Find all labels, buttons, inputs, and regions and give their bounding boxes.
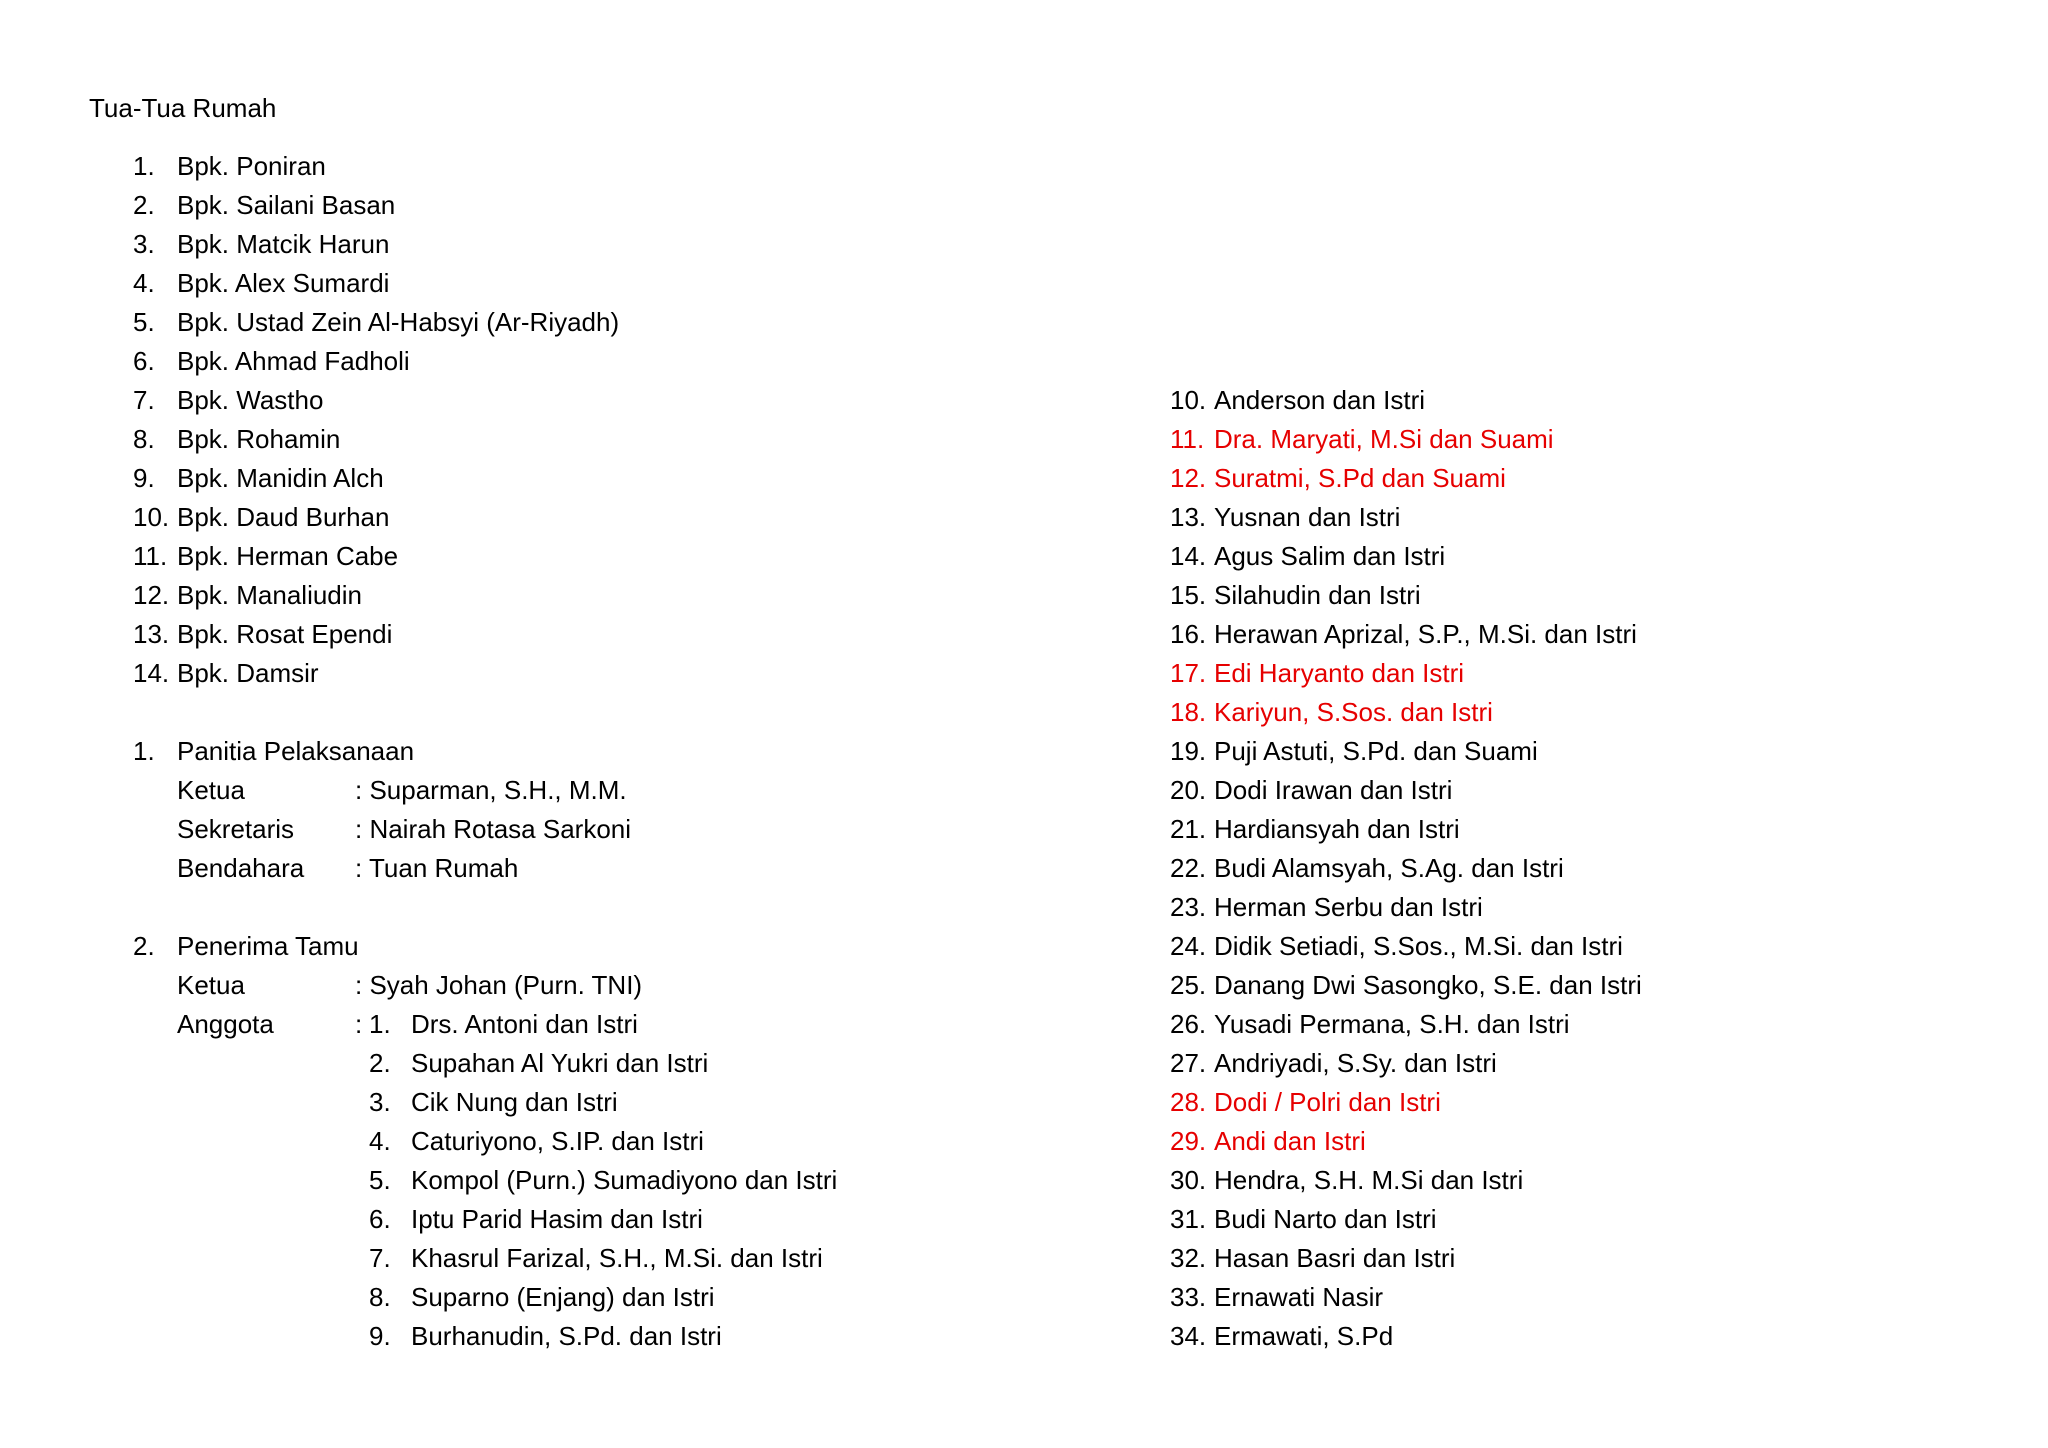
role-label: Ketua xyxy=(177,775,245,805)
item-name: Bpk. Damsir xyxy=(177,658,319,688)
item-name: Hasan Basri dan Istri xyxy=(1214,1243,1456,1273)
section-title: Panitia Pelaksanaan xyxy=(177,736,415,766)
item-number: 9. xyxy=(133,463,155,493)
item-name: Suratmi, S.Pd dan Suami xyxy=(1214,463,1506,493)
item-number: 2. xyxy=(369,1048,391,1078)
role-value: : Tuan Rumah xyxy=(355,853,519,883)
section-number: 1. xyxy=(133,736,155,766)
item-name: Cik Nung dan Istri xyxy=(411,1087,618,1117)
role-label: Anggota xyxy=(177,1009,274,1039)
item-number: 28. xyxy=(1170,1087,1207,1117)
item-name: Drs. Antoni dan Istri xyxy=(411,1009,638,1039)
item-number: 24. xyxy=(1170,931,1207,961)
item-number: 2. xyxy=(133,190,155,220)
item-name: Hendra, S.H. M.Si dan Istri xyxy=(1214,1165,1524,1195)
role-colon: : xyxy=(355,1009,363,1039)
item-number: 7. xyxy=(133,385,155,415)
item-number: 32. xyxy=(1170,1243,1207,1273)
item-number: 27. xyxy=(1170,1048,1207,1078)
item-name: Andriyadi, S.Sy. dan Istri xyxy=(1214,1048,1497,1078)
item-name: Didik Setiadi, S.Sos., M.Si. dan Istri xyxy=(1214,931,1623,961)
item-name: Dra. Maryati, M.Si dan Suami xyxy=(1214,424,1554,454)
item-name: Bpk. Wastho xyxy=(177,385,324,415)
role-label: Ketua xyxy=(177,970,245,1000)
item-number: 23. xyxy=(1170,892,1207,922)
item-name: Edi Haryanto dan Istri xyxy=(1214,658,1465,688)
item-number: 17. xyxy=(1170,658,1207,688)
item-number: 13. xyxy=(133,619,170,649)
role-value: : Suparman, S.H., M.M. xyxy=(355,775,627,805)
item-name: Kariyun, S.Sos. dan Istri xyxy=(1214,697,1493,727)
item-number: 22. xyxy=(1170,853,1207,883)
item-number: 9. xyxy=(369,1321,391,1351)
item-name: Dodi Irawan dan Istri xyxy=(1214,775,1453,805)
item-number: 14. xyxy=(1170,541,1207,571)
item-name: Anderson dan Istri xyxy=(1214,385,1426,415)
item-number: 33. xyxy=(1170,1282,1207,1312)
section-title: Penerima Tamu xyxy=(177,931,359,961)
item-name: Andi dan Istri xyxy=(1214,1126,1366,1156)
item-name: Caturiyono, S.IP. dan Istri xyxy=(411,1126,704,1156)
item-number: 29. xyxy=(1170,1126,1207,1156)
item-number: 1. xyxy=(133,151,155,181)
item-name: Bpk. Matcik Harun xyxy=(177,229,390,259)
item-number: 1. xyxy=(369,1009,391,1039)
item-name: Danang Dwi Sasongko, S.E. dan Istri xyxy=(1214,970,1642,1000)
document-title: Tua-Tua Rumah xyxy=(89,93,277,123)
item-name: Bpk. Ustad Zein Al-Habsyi (Ar-Riyadh) xyxy=(177,307,620,337)
item-number: 15. xyxy=(1170,580,1207,610)
item-name: Budi Alamsyah, S.Ag. dan Istri xyxy=(1214,853,1564,883)
item-number: 6. xyxy=(133,346,155,376)
item-number: 16. xyxy=(1170,619,1207,649)
item-number: 3. xyxy=(133,229,155,259)
item-number: 13. xyxy=(1170,502,1207,532)
item-number: 12. xyxy=(133,580,170,610)
item-number: 11. xyxy=(1170,424,1205,454)
item-number: 3. xyxy=(369,1087,391,1117)
item-name: Hardiansyah dan Istri xyxy=(1214,814,1460,844)
item-name: Herman Serbu dan Istri xyxy=(1214,892,1483,922)
item-number: 5. xyxy=(133,307,155,337)
item-name: Yusadi Permana, S.H. dan Istri xyxy=(1214,1009,1570,1039)
item-name: Iptu Parid Hasim dan Istri xyxy=(411,1204,703,1234)
item-number: 10. xyxy=(133,502,170,532)
item-name: Bpk. Manidin Alch xyxy=(177,463,384,493)
role-value: : Nairah Rotasa Sarkoni xyxy=(355,814,632,844)
section-number: 2. xyxy=(133,931,155,961)
item-number: 7. xyxy=(369,1243,391,1273)
item-name: Kompol (Purn.) Sumadiyono dan Istri xyxy=(411,1165,838,1195)
item-name: Khasrul Farizal, S.H., M.Si. dan Istri xyxy=(411,1243,823,1273)
item-number: 6. xyxy=(369,1204,391,1234)
item-name: Bpk. Alex Sumardi xyxy=(177,268,390,298)
item-number: 34. xyxy=(1170,1321,1207,1351)
role-label: Sekretaris xyxy=(177,814,295,844)
item-name: Herawan Aprizal, S.P., M.Si. dan Istri xyxy=(1214,619,1637,649)
item-number: 20. xyxy=(1170,775,1207,805)
item-number: 31. xyxy=(1170,1204,1207,1234)
item-number: 4. xyxy=(133,268,155,298)
item-name: Bpk. Poniran xyxy=(177,151,326,181)
item-name: Ermawati, S.Pd xyxy=(1214,1321,1394,1351)
item-number: 19. xyxy=(1170,736,1207,766)
item-name: Ernawati Nasir xyxy=(1214,1282,1384,1312)
item-name: Bpk. Manaliudin xyxy=(177,580,362,610)
item-number: 8. xyxy=(369,1282,391,1312)
item-name: Dodi / Polri dan Istri xyxy=(1214,1087,1441,1117)
item-name: Bpk. Sailani Basan xyxy=(177,190,396,220)
item-name: Supahan Al Yukri dan Istri xyxy=(411,1048,709,1078)
item-number: 26. xyxy=(1170,1009,1207,1039)
item-number: 18. xyxy=(1170,697,1207,727)
role-label: Bendahara xyxy=(177,853,305,883)
item-name: Bpk. Rohamin xyxy=(177,424,341,454)
item-name: Bpk. Ahmad Fadholi xyxy=(177,346,410,376)
item-number: 12. xyxy=(1170,463,1207,493)
item-name: Budi Narto dan Istri xyxy=(1214,1204,1437,1234)
item-number: 21. xyxy=(1170,814,1207,844)
role-value: : Syah Johan (Purn. TNI) xyxy=(355,970,643,1000)
item-name: Yusnan dan Istri xyxy=(1214,502,1401,532)
item-number: 5. xyxy=(369,1165,391,1195)
item-name: Silahudin dan Istri xyxy=(1214,580,1421,610)
item-number: 11. xyxy=(133,541,168,571)
item-name: Suparno (Enjang) dan Istri xyxy=(411,1282,715,1312)
item-name: Puji Astuti, S.Pd. dan Suami xyxy=(1214,736,1538,766)
item-number: 8. xyxy=(133,424,155,454)
item-name: Bpk. Rosat Ependi xyxy=(177,619,393,649)
item-number: 30. xyxy=(1170,1165,1207,1195)
item-name: Agus Salim dan Istri xyxy=(1214,541,1446,571)
item-name: Bpk. Herman Cabe xyxy=(177,541,399,571)
item-number: 10. xyxy=(1170,385,1207,415)
item-number: 4. xyxy=(369,1126,391,1156)
item-name: Bpk. Daud Burhan xyxy=(177,502,390,532)
item-number: 14. xyxy=(133,658,170,688)
item-number: 25. xyxy=(1170,970,1207,1000)
item-name: Burhanudin, S.Pd. dan Istri xyxy=(411,1321,722,1351)
